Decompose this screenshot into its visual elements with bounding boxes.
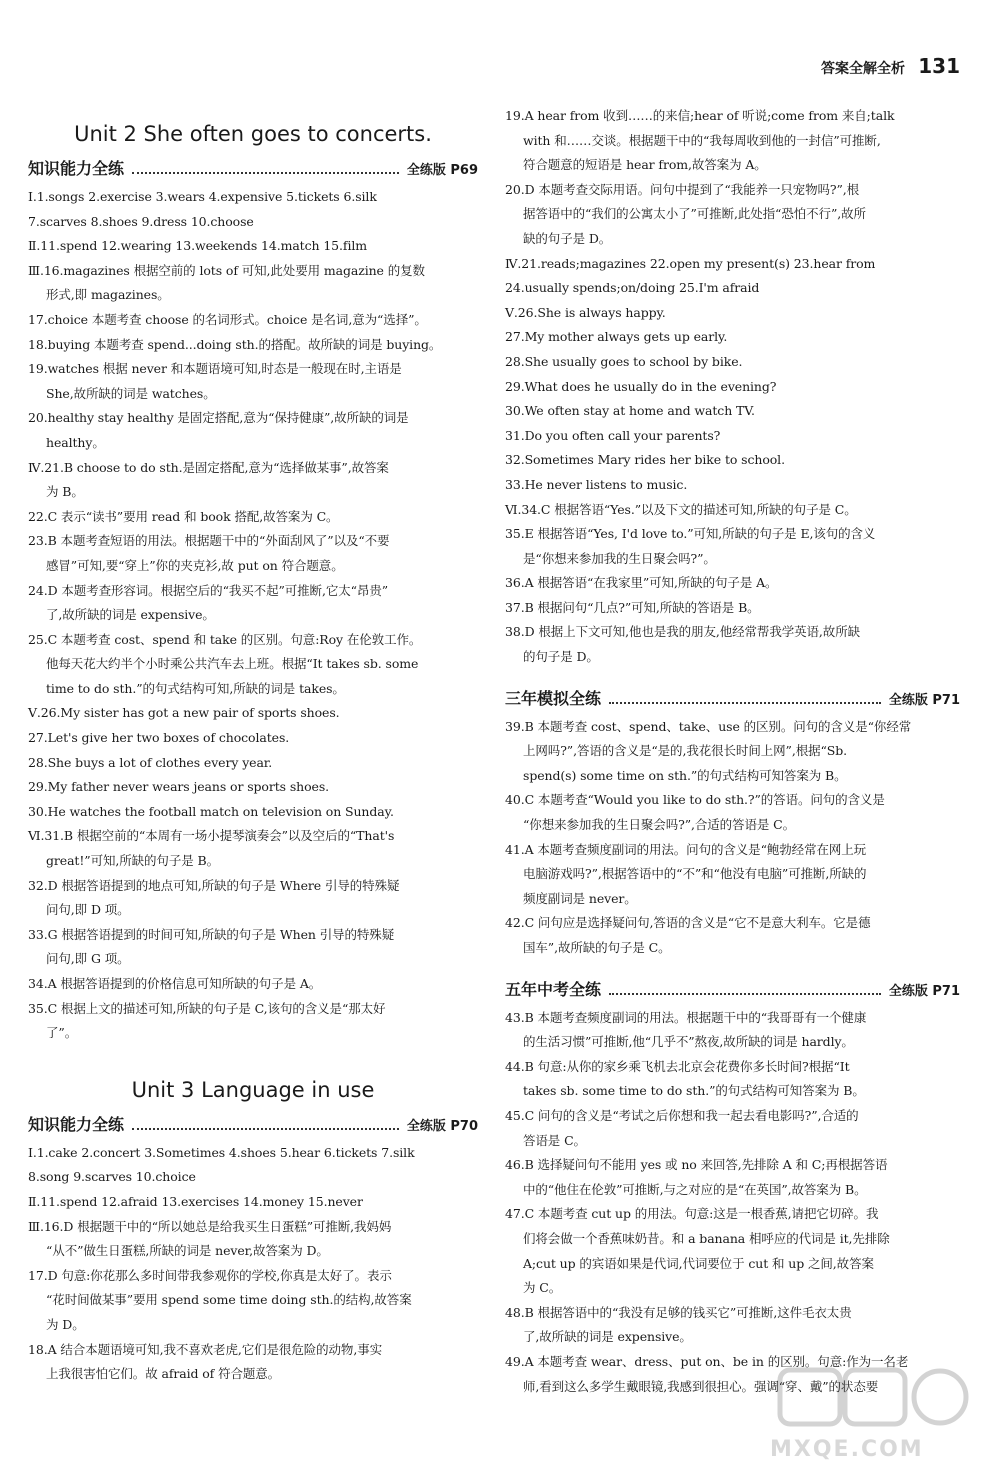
answer-line: 24.usually spends;on/doing 25.I'm afraid [505, 280, 760, 296]
right-block-3 [505, 1006, 960, 1400]
answer-line: “花时间做某事”要用 spend some time doing sth.的结构,故答案 [46, 1292, 412, 1308]
watermark-text: MXQE.COM [770, 1437, 924, 1462]
watermark-logo [770, 1362, 970, 1462]
answer-line: 28.She usually goes to school by bike. [505, 353, 743, 369]
answer-line: 8.song 9.scarves 10.choice [28, 1169, 196, 1185]
answer-line: 了,故所缺的词是 expensive。 [523, 1329, 692, 1345]
answer-line: 了”。 [46, 1025, 78, 1041]
dotted-leader [132, 1118, 399, 1130]
answer-line: 符合题意的短语是 hear from,故答案为 A。 [523, 157, 767, 173]
answer-line: She,故所缺的词是 watches。 [46, 385, 216, 401]
answer-line: 的句子是 D。 [523, 649, 599, 665]
answer-line: 43.B 本题考查频度副词的用法。根据题干中的“我哥哥有一个健康 [505, 1009, 867, 1025]
answer-line: A;cut up 的宾语如果是代词,代词要位于 cut 和 up 之间,故答案 [523, 1255, 874, 1271]
answer-line: 40.C 本题考查“Would you like to do sth.?”的答语。问句的含义是 [505, 792, 885, 808]
answer-line: 缺的句子是 D。 [523, 230, 612, 246]
unit2-section-header [28, 156, 478, 179]
answer-line: 42.C 问句应是选择疑问句,答语的含义是“它不是意大利车。它是德 [505, 915, 871, 931]
answer-line: 20.D 本题考查交际用语。问句中提到了“我能养一只宠物吗?”,根 [505, 181, 860, 197]
unit3-section-header [28, 1112, 478, 1135]
answer-line: Ⅴ.26.My sister has got a new pair of sports shoes. [28, 705, 340, 721]
answer-line: 25.C 本题考查 cost、spend 和 take 的区别。句意:Roy 在伦敦工作。 [28, 631, 422, 647]
answer-line: Ⅱ.11.spend 12.afraid 13.exercises 14.money 15.never [28, 1193, 363, 1209]
answer-line: 33.G 根据答语提到的时间可知,所缺的句子是 When 引导的特殊疑 [28, 926, 395, 942]
answer-line: 28.She buys a lot of clothes every year. [28, 754, 273, 770]
right-column [505, 104, 960, 1399]
answer-line: 39.B 本题考查 cost、spend、take、use 的区别。问句的含义是“你经常 [505, 718, 912, 734]
section-ref: 全练版 P71 [888, 692, 960, 708]
answer-line: 为 B。 [46, 484, 84, 500]
answer-line: 37.B 根据问句“几点?”可知,所缺的答语是 B。 [505, 599, 760, 615]
header-title: 答案全解全析 [821, 61, 905, 77]
answer-line: Ⅰ.1.songs 2.exercise 3.wears 4.expensive 5.tickets 6.silk [28, 189, 377, 204]
answer-line: 7.scarves 8.shoes 9.dress 10.choose [28, 213, 254, 229]
section-ref: 全练版 P71 [888, 983, 960, 999]
answer-line: Ⅴ.26.She is always happy. [505, 304, 666, 320]
section-title: 知识能力全练 [28, 1114, 125, 1134]
answer-line: 18.buying 本题考查 spend...doing sth.的搭配。故所缺的词是 buying。 [28, 336, 442, 352]
answer-line: Ⅵ.31.B 根据空前的“本周有一场小提琴演奏会”以及空后的“That's [28, 828, 395, 844]
answer-line: 35.C 根据上文的描述可知,所缺的句子是 C,该句的含义是“那太好 [28, 1000, 386, 1016]
dotted-leader [132, 162, 399, 174]
answer-line: 46.B 选择疑问句不能用 yes 或 no 来回答,先排除 A 和 C;再根据答语 [505, 1157, 888, 1173]
answer-line: 师,看到这么多学生戴眼镜,我感到很担心。强调“穿、戴”的状态要 [523, 1378, 879, 1394]
answer-line: 为 C。 [523, 1280, 562, 1296]
answer-line: Ⅱ.11.spend 12.wearing 13.weekends 14.match 15.film [28, 238, 367, 254]
section-title: 五年中考全练 [505, 979, 602, 999]
section-title: 知识能力全练 [28, 159, 125, 178]
answer-line: 感冒”可知,要“穿上”你的夹克衫,故 put on 符合题意。 [46, 557, 344, 573]
answer-line: 45.C 问句的含义是“考试之后你想和我一起去看电影吗?”,合适的 [505, 1107, 859, 1123]
answer-line: “你想来参加我的生日聚会吗?”,合适的答语是 C。 [523, 817, 795, 833]
left-column [28, 104, 478, 1387]
answer-line: 形式,即 magazines。 [46, 287, 170, 303]
answer-line: Ⅲ.16.D 根据题干中的“所以她总是给我买生日蛋糕”可推断,我妈妈 [28, 1218, 392, 1234]
dotted-leader [609, 983, 881, 995]
answer-line: 据答语中的“我们的公寓太小了”可推断,此处指“恐怕不行”,故所 [523, 206, 866, 222]
answer-line: 44.B 句意:从你的家乡乘飞机去北京会花费你多长时间?根据“It [505, 1058, 850, 1074]
answer-line: “从不”做生日蛋糕,所缺的词是 never,故答案为 D。 [46, 1243, 329, 1259]
answer-line: 19.A hear from 收到……的来信;hear of 听说;come from 来自;talk [505, 108, 895, 123]
answer-line: 了,故所缺的词是 expensive。 [46, 607, 215, 623]
answer-line: 上网吗?”,答语的含义是“是的,我花很长时间上网”,根据“Sb. [523, 743, 848, 759]
answer-line: great!”可知,所缺的句子是 B。 [46, 853, 219, 869]
answer-line: 48.B 根据答语中的“我没有足够的钱买它”可推断,这件毛衣太贵 [505, 1304, 852, 1320]
answer-line: 他每天花大约半个小时乘公共汽车去上班。根据“It takes sb. some [46, 656, 419, 672]
answer-line: 29.My father never wears jeans or sports shoes. [28, 779, 330, 795]
mock-section-header [505, 686, 960, 709]
answer-line: 的生活习惯”可推断,他“几乎不”熬夜,故所缺的词是 hardly。 [523, 1034, 854, 1050]
answer-line: 27.Let's give her two boxes of chocolates. [28, 730, 290, 746]
answer-line: with 和……交谈。根据题干中的“我每周收到他的一封信”可推断, [523, 132, 881, 148]
answer-line: 27.My mother always gets up early. [505, 329, 728, 345]
answer-line: 33.He never listens to music. [505, 476, 688, 492]
answer-line: 30.He watches the football match on television on Sunday. [28, 803, 394, 819]
answer-line: 38.D 根据上下文可知,他也是我的朋友,他经常帮我学英语,故所缺 [505, 624, 860, 640]
answer-line: Ⅳ.21.B choose to do sth.是固定搭配,意为“选择做某事”,故答案 [28, 459, 389, 475]
answer-line: 频度副词是 never。 [523, 890, 637, 906]
answer-line: 问句,即 G 项。 [46, 951, 130, 967]
answer-line: 23.B 本题考查短语的用法。根据题干中的“外面刮风了”以及“不要 [28, 533, 390, 549]
answer-line: 问句,即 D 项。 [46, 902, 130, 918]
page-number: 131 [918, 54, 960, 78]
right-block-1 [505, 104, 960, 670]
answer-line: 中的“他住在伦敦”可推断,与之对应的是“在英国”,故答案为 B。 [523, 1181, 867, 1197]
answer-line: time to do sth.”的句式结构可知,所缺的词是 takes。 [46, 680, 345, 696]
answer-line: spend(s) some time on sth.”的句式结构可知答案为 B。 [523, 767, 847, 783]
unit3-answers [28, 1141, 478, 1387]
answer-line: 17.D 句意:你花那么多时间带我参观你的学校,你真是太好了。表示 [28, 1267, 392, 1283]
answer-line: Ⅳ.21.reads;magazines 22.open my present(s) 23.hear from [505, 255, 876, 271]
answer-line: takes sb. some time to do sth.”的句式结构可知答案为 B。 [523, 1083, 865, 1099]
unit2-title: Unit 2 She often goes to concerts. [74, 122, 432, 146]
dotted-leader [609, 692, 881, 704]
watermark-shape-icon [770, 1362, 970, 1432]
right-block-2 [505, 715, 960, 961]
answer-line: 32.D 根据答语提到的地点可知,所缺的句子是 Where 引导的特殊疑 [28, 877, 400, 893]
answer-line: 电脑游戏吗?”,根据答语中的“不”和“他没有电脑”可推断,所缺的 [523, 866, 867, 882]
exam-section-header [505, 977, 960, 1000]
answer-line: 35.E 根据答语“Yes, I'd love to.”可知,所缺的句子是 E,该句的含义 [505, 526, 876, 542]
answer-line: healthy。 [46, 434, 105, 450]
answer-line: 31.Do you often call your parents? [505, 427, 721, 443]
answer-line: 34.A 根据答语提到的价格信息可知所缺的句子是 A。 [28, 976, 322, 991]
answer-line: 是“你想来参加我的生日聚会吗?”。 [523, 550, 716, 566]
section-ref: 全练版 P70 [406, 1118, 478, 1134]
answer-line: Ⅲ.16.magazines 根据空前的 lots of 可知,此处要用 magazine 的复数 [28, 262, 425, 278]
answer-line: 36.A 根据答语“在我家里”可知,所缺的句子是 A。 [505, 575, 778, 591]
answer-line: 为 D。 [46, 1316, 85, 1332]
answer-line: 24.D 本题考查形容词。根据空后的“我买不起”可推断,它太“昂贵” [28, 582, 389, 598]
answer-line: 20.healthy stay healthy 是固定搭配,意为“保持健康”,故所缺的词是 [28, 410, 409, 426]
answer-line: 32.Sometimes Mary rides her bike to school. [505, 452, 785, 468]
answer-line: Ⅵ.34.C 根据答语“Yes.”以及下文的描述可知,所缺的句子是 C。 [505, 501, 857, 517]
answer-line: 们将会做一个香蕉味奶昔。和 a banana 相呼应的代词是 it,先排除 [523, 1230, 890, 1246]
answer-line: 22.C 表示“读书”要用 read 和 book 搭配,故答案为 C。 [28, 508, 339, 524]
section-title: 三年模拟全练 [505, 688, 602, 708]
answer-line: 19.watches 根据 never 和本题语境可知,时态是一般现在时,主语是 [28, 361, 402, 377]
answer-line: 41.A 本题考查频度副词的用法。问句的含义是“鲍勃经常在网上玩 [505, 841, 867, 857]
answer-line: Ⅰ.1.cake 2.concert 3.Sometimes 4.shoes 5.hear 6.tickets 7.silk [28, 1144, 415, 1160]
answer-line: 17.choice 本题考查 choose 的名词形式。choice 是名词,意为“选择”。 [28, 311, 427, 327]
answer-line: 29.What does he usually do in the evening? [505, 378, 777, 394]
answer-line: 49.A 本题考查 wear、dress、put on、be in 的区别。句意:作为一名老 [505, 1353, 909, 1369]
answer-line: 答语是 C。 [523, 1132, 586, 1148]
unit2-answers [28, 185, 478, 1046]
section-ref: 全练版 P69 [406, 163, 478, 178]
answer-line: 国车”,故所缺的句子是 C。 [523, 940, 671, 955]
answer-line: 47.C 本题考查 cut up 的用法。句意:这是一根香蕉,请把它切碎。我 [505, 1206, 879, 1222]
answer-line: 30.We often stay at home and watch TV. [505, 403, 755, 419]
answer-line: 18.A 结合本题语境可知,我不喜欢老虎,它们是很危险的动物,事实 [28, 1341, 383, 1357]
unit3-title: Unit 3 Language in use [131, 1077, 375, 1102]
answer-line: 上我很害怕它们。故 afraid of 符合题意。 [46, 1366, 281, 1382]
